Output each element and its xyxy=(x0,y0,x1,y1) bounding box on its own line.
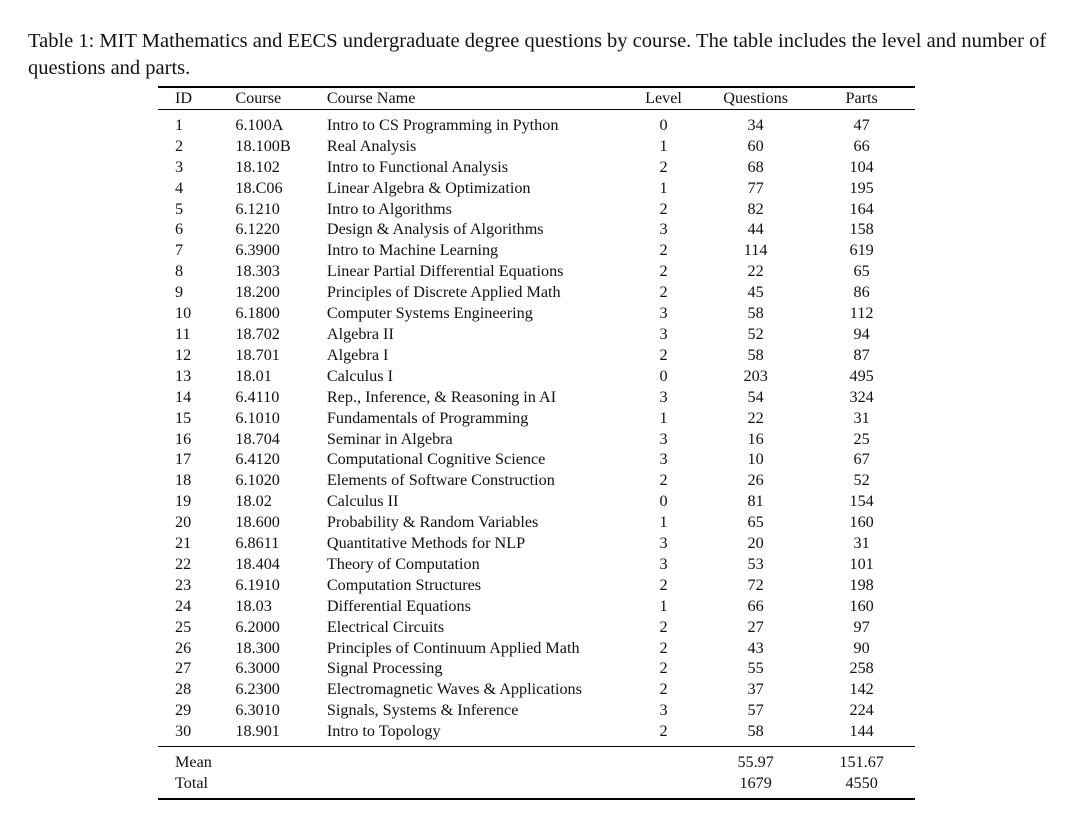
table-row xyxy=(158,554,915,575)
summary-level xyxy=(624,747,703,773)
cell-parts: 47 xyxy=(853,115,870,134)
cell-questions: 114 xyxy=(743,241,768,260)
cell-questions: 10 xyxy=(747,450,764,469)
cell-parts: 164 xyxy=(849,199,874,218)
cell-level: 2 xyxy=(659,722,668,741)
cell-parts: 86 xyxy=(853,283,870,302)
cell-id: 10 xyxy=(175,304,192,323)
cell-level: 2 xyxy=(659,283,668,302)
cell-course-name: Probability & Random Variables xyxy=(326,513,539,532)
cell-parts: 66 xyxy=(853,136,870,155)
table-row xyxy=(158,261,915,282)
summary-questions: 55.97 xyxy=(703,747,808,773)
cell-level: 3 xyxy=(659,429,668,448)
table-row xyxy=(158,324,915,345)
cell-level: 2 xyxy=(659,471,668,490)
cell-course-name: Fundamentals of Programming xyxy=(326,408,529,427)
table-summary xyxy=(158,747,915,799)
table-row xyxy=(158,282,915,303)
cell-parts: 65 xyxy=(853,262,870,281)
cell-course: 6.1020 xyxy=(235,471,280,490)
cell-id: 30 xyxy=(175,722,192,741)
cell-course-name: Rep., Inference, & Reasoning in AI xyxy=(326,387,557,406)
cell-course-name: Principles of Discrete Applied Math xyxy=(326,283,561,302)
cell-questions: 27 xyxy=(747,617,764,636)
cell-course-name: Signal Processing xyxy=(326,659,443,678)
cell-course-name: Computation Structures xyxy=(326,575,482,594)
cell-level: 3 xyxy=(659,304,668,323)
table-row xyxy=(158,240,915,261)
summary-parts: 4550 xyxy=(808,773,915,799)
cell-parts: 94 xyxy=(853,324,870,343)
cell-parts: 97 xyxy=(853,617,870,636)
cell-parts: 25 xyxy=(853,429,870,448)
cell-questions: 37 xyxy=(747,680,764,699)
cell-id: 8 xyxy=(175,262,184,281)
summary-label: Mean xyxy=(158,747,235,773)
cell-course-name: Differential Equations xyxy=(326,596,471,615)
cell-course: 6.8611 xyxy=(235,534,280,553)
table-row xyxy=(158,575,915,596)
table-row xyxy=(158,345,915,366)
column-header-level: Level xyxy=(624,87,703,109)
cell-course: 18.102 xyxy=(235,157,280,176)
cell-questions: 54 xyxy=(747,387,764,406)
cell-course: 18.600 xyxy=(235,513,280,532)
table-row xyxy=(158,178,915,199)
cell-questions: 66 xyxy=(747,596,764,615)
cell-level: 1 xyxy=(659,136,668,155)
cell-id: 26 xyxy=(175,638,192,657)
summary-level xyxy=(624,773,703,799)
cell-course: 18.02 xyxy=(235,492,272,511)
cell-questions: 20 xyxy=(747,534,764,553)
cell-parts: 87 xyxy=(853,345,870,364)
table-row xyxy=(158,366,915,387)
table-caption xyxy=(28,28,1050,82)
cell-course-name: Electromagnetic Waves & Applications xyxy=(326,680,582,699)
cell-course-name: Calculus II xyxy=(326,492,399,511)
cell-level: 0 xyxy=(659,366,668,385)
cell-questions: 34 xyxy=(747,115,764,134)
cell-course: 18.300 xyxy=(235,638,280,657)
cell-level: 1 xyxy=(659,178,668,197)
cell-level: 3 xyxy=(659,220,668,239)
cell-questions: 58 xyxy=(747,345,764,364)
cell-course-name: Signals, Systems & Inference xyxy=(326,701,519,720)
cell-level: 3 xyxy=(659,554,668,573)
cell-course: 6.4110 xyxy=(235,387,280,406)
cell-questions: 22 xyxy=(747,262,764,281)
table-summary-row xyxy=(158,747,915,773)
cell-course-name: Algebra I xyxy=(326,345,389,364)
cell-questions: 68 xyxy=(747,157,764,176)
cell-parts: 198 xyxy=(849,575,874,594)
cell-level: 1 xyxy=(659,513,668,532)
cell-course: 18.702 xyxy=(235,324,280,343)
cell-id: 7 xyxy=(175,241,184,260)
table-row xyxy=(158,429,915,450)
cell-course: 18.901 xyxy=(235,722,280,741)
cell-course: 6.1910 xyxy=(235,575,280,594)
cell-id: 15 xyxy=(175,408,192,427)
cell-level: 3 xyxy=(659,387,668,406)
cell-course-name: Computational Cognitive Science xyxy=(326,450,546,469)
table-row xyxy=(158,408,915,429)
cell-id: 14 xyxy=(175,387,192,406)
cell-questions: 55 xyxy=(747,659,764,678)
cell-course: 6.3010 xyxy=(235,701,280,720)
cell-course-name: Theory of Computation xyxy=(326,554,480,573)
cell-course-name: Elements of Software Construction xyxy=(326,471,555,490)
cell-parts: 160 xyxy=(849,596,874,615)
cell-parts: 31 xyxy=(853,534,870,553)
column-header-course-name: Course Name xyxy=(327,87,624,109)
cell-questions: 26 xyxy=(747,471,764,490)
table-row xyxy=(158,721,915,746)
cell-questions: 82 xyxy=(747,199,764,218)
cell-course: 18.03 xyxy=(235,596,272,615)
cell-course-name: Algebra II xyxy=(326,324,394,343)
cell-level: 1 xyxy=(659,596,668,615)
table-row xyxy=(158,700,915,721)
cell-course: 6.100A xyxy=(235,115,284,134)
cell-questions: 65 xyxy=(747,513,764,532)
cell-level: 3 xyxy=(659,701,668,720)
cell-course: 6.1210 xyxy=(235,199,280,218)
cell-questions: 203 xyxy=(743,366,768,385)
cell-level: 2 xyxy=(659,575,668,594)
cell-course-name: Real Analysis xyxy=(326,136,417,155)
cell-id: 27 xyxy=(175,659,192,678)
summary-course xyxy=(235,773,327,799)
cell-id: 19 xyxy=(175,492,192,511)
table-header xyxy=(158,87,915,109)
table-row xyxy=(158,658,915,679)
table-row xyxy=(158,596,915,617)
cell-level: 3 xyxy=(659,450,668,469)
table-summary-row xyxy=(158,773,915,799)
cell-level: 3 xyxy=(659,324,668,343)
cell-course-name: Quantitative Methods for NLP xyxy=(326,534,526,553)
cell-course: 18.701 xyxy=(235,345,280,364)
cell-level: 2 xyxy=(659,680,668,699)
cell-id: 12 xyxy=(175,345,192,364)
cell-id: 17 xyxy=(175,450,192,469)
cell-course-name: Principles of Continuum Applied Math xyxy=(326,638,580,657)
column-header-id: ID xyxy=(158,87,235,109)
cell-id: 6 xyxy=(175,220,184,239)
cell-course-name: Linear Algebra & Optimization xyxy=(326,178,531,197)
cell-id: 16 xyxy=(175,429,192,448)
column-header-questions: Questions xyxy=(703,87,808,109)
table-row xyxy=(158,199,915,220)
cell-parts: 154 xyxy=(849,492,874,511)
table-header-row xyxy=(158,87,915,109)
table-row xyxy=(158,533,915,554)
cell-course-name: Seminar in Algebra xyxy=(326,429,453,448)
cell-parts: 31 xyxy=(853,408,870,427)
cell-level: 3 xyxy=(659,534,668,553)
table-row xyxy=(158,512,915,533)
cell-id: 20 xyxy=(175,513,192,532)
cell-level: 2 xyxy=(659,659,668,678)
cell-parts: 324 xyxy=(849,387,874,406)
cell-id: 4 xyxy=(175,178,184,197)
cell-course-name: Computer Systems Engineering xyxy=(326,304,533,323)
cell-questions: 57 xyxy=(747,701,764,720)
degree-questions-table xyxy=(158,86,915,800)
table-row xyxy=(158,387,915,408)
cell-course-name: Linear Partial Differential Equations xyxy=(326,262,564,281)
cell-course: 18.303 xyxy=(235,262,280,281)
cell-course: 18.C06 xyxy=(235,178,283,197)
summary-questions: 1679 xyxy=(703,773,808,799)
cell-parts: 90 xyxy=(853,638,870,657)
cell-course: 6.4120 xyxy=(235,450,280,469)
cell-id: 28 xyxy=(175,680,192,699)
cell-level: 1 xyxy=(659,408,668,427)
cell-level: 2 xyxy=(659,199,668,218)
summary-course xyxy=(235,747,327,773)
cell-parts: 195 xyxy=(849,178,874,197)
cell-id: 18 xyxy=(175,471,192,490)
cell-id: 24 xyxy=(175,596,192,615)
cell-parts: 142 xyxy=(849,680,874,699)
cell-parts: 112 xyxy=(849,304,874,323)
cell-questions: 81 xyxy=(747,492,764,511)
table-row xyxy=(158,303,915,324)
cell-id: 21 xyxy=(175,534,192,553)
cell-level: 0 xyxy=(659,492,668,511)
summary-parts: 151.67 xyxy=(808,747,915,773)
cell-id: 29 xyxy=(175,701,192,720)
cell-id: 25 xyxy=(175,617,192,636)
cell-course-name: Calculus I xyxy=(326,366,393,385)
table-row xyxy=(158,679,915,700)
table-row xyxy=(158,109,915,135)
cell-level: 2 xyxy=(659,262,668,281)
cell-course: 6.3900 xyxy=(235,241,280,260)
cell-course-name: Intro to Machine Learning xyxy=(326,241,499,260)
cell-questions: 60 xyxy=(747,136,764,155)
cell-questions: 16 xyxy=(747,429,764,448)
cell-course-name: Intro to Algorithms xyxy=(326,199,452,218)
summary-label: Total xyxy=(158,773,235,799)
table-row xyxy=(158,470,915,491)
cell-level: 2 xyxy=(659,157,668,176)
cell-parts: 144 xyxy=(849,722,874,741)
cell-id: 2 xyxy=(175,136,184,155)
cell-parts: 160 xyxy=(849,513,874,532)
table-row xyxy=(158,136,915,157)
cell-id: 23 xyxy=(175,575,192,594)
cell-course: 18.404 xyxy=(235,554,280,573)
cell-course-name: Intro to Functional Analysis xyxy=(326,157,509,176)
summary-course-name xyxy=(327,773,624,799)
table-row xyxy=(158,491,915,512)
cell-parts: 619 xyxy=(849,241,874,260)
cell-questions: 43 xyxy=(747,638,764,657)
cell-level: 2 xyxy=(659,638,668,657)
cell-course-name: Electrical Circuits xyxy=(326,617,445,636)
cell-id: 22 xyxy=(175,554,192,573)
cell-level: 2 xyxy=(659,617,668,636)
column-header-parts: Parts xyxy=(808,87,915,109)
cell-course: 6.1220 xyxy=(235,220,280,239)
cell-questions: 72 xyxy=(747,575,764,594)
cell-questions: 52 xyxy=(747,324,764,343)
cell-questions: 58 xyxy=(747,304,764,323)
cell-course-name: Intro to CS Programming in Python xyxy=(326,115,559,134)
cell-parts: 158 xyxy=(849,220,874,239)
cell-questions: 58 xyxy=(747,722,764,741)
cell-course: 6.1800 xyxy=(235,304,280,323)
cell-parts: 104 xyxy=(849,157,874,176)
cell-parts: 67 xyxy=(853,450,870,469)
cell-id: 11 xyxy=(175,324,191,343)
table-row xyxy=(158,449,915,470)
cell-course: 18.704 xyxy=(235,429,280,448)
cell-questions: 77 xyxy=(747,178,764,197)
table-caption-text: Table 1: MIT Mathematics and EECS undergraduate degree questions by course. The table includes the level and number of questions and parts. xyxy=(28,30,1047,79)
cell-id: 5 xyxy=(175,199,184,218)
cell-id: 1 xyxy=(175,115,184,134)
cell-questions: 53 xyxy=(747,554,764,573)
cell-level: 2 xyxy=(659,241,668,260)
cell-course: 6.2300 xyxy=(235,680,280,699)
table-row xyxy=(158,157,915,178)
cell-id: 13 xyxy=(175,366,192,385)
table-row xyxy=(158,638,915,659)
cell-course: 18.01 xyxy=(235,366,272,385)
cell-parts: 101 xyxy=(849,554,874,573)
cell-course: 6.2000 xyxy=(235,617,280,636)
cell-questions: 45 xyxy=(747,283,764,302)
cell-course-name: Design & Analysis of Algorithms xyxy=(326,220,544,239)
table-container xyxy=(158,86,915,800)
cell-parts: 224 xyxy=(849,701,874,720)
cell-course: 18.200 xyxy=(235,283,280,302)
table-row xyxy=(158,219,915,240)
cell-level: 0 xyxy=(659,115,668,134)
cell-questions: 22 xyxy=(747,408,764,427)
cell-id: 3 xyxy=(175,157,184,176)
cell-level: 2 xyxy=(659,345,668,364)
cell-course: 6.1010 xyxy=(235,408,280,427)
column-header-course: Course xyxy=(235,87,327,109)
table-body xyxy=(158,109,915,746)
summary-course-name xyxy=(327,747,624,773)
cell-questions: 44 xyxy=(747,220,764,239)
cell-parts: 495 xyxy=(849,366,874,385)
cell-course: 18.100B xyxy=(235,136,291,155)
cell-id: 9 xyxy=(175,283,184,302)
cell-course-name: Intro to Topology xyxy=(326,722,441,741)
cell-parts: 258 xyxy=(849,659,874,678)
cell-course: 6.3000 xyxy=(235,659,280,678)
table-row xyxy=(158,617,915,638)
cell-parts: 52 xyxy=(853,471,870,490)
